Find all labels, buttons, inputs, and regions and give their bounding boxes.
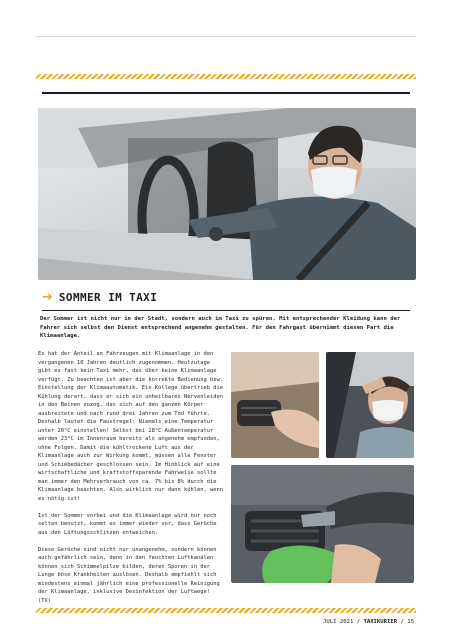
article-body bbox=[38, 350, 224, 614]
arrow-right-icon: ➔ bbox=[42, 290, 53, 305]
air-vent-hand-photo bbox=[231, 352, 319, 458]
sweating-driver-photo bbox=[326, 352, 414, 458]
article-title: SOMMER IM TAXI bbox=[58, 291, 158, 304]
paragraph: Ist der Sommer vorbei und die Klimaanlage wird nur noch selten benutzt, kommt es immer wieder vor, dass Gerüche aus den Lüftungsschlitzen entweichen. bbox=[38, 512, 217, 536]
top-rule bbox=[36, 36, 416, 37]
heading-rule bbox=[42, 310, 410, 311]
issue-date: JULI 2021 / bbox=[323, 619, 361, 625]
hatched-divider-bottom bbox=[36, 608, 416, 613]
driver-photo bbox=[38, 108, 416, 280]
vent-cleaning-photo bbox=[231, 465, 414, 583]
paragraph: Diese Gerüche sind nicht nur unangenehm, sondern können auch gefährlich sein, denn in den feuchten Luftkanälen können sich Schimmelpilze bilden, deren Sporen in der Lunge böse Krankheiten auslösen. Deshalb empfiehlt sich mindestens einmal jährlich eine professionelle Reinigung der Klimaanlage, inklusive Desinfektion der Luftwege! (TX) bbox=[38, 546, 220, 604]
paragraph: Es hat der Anteil an Fahrzeugen mit Klimaanlage in den vergangenen 10 Jahren deutlich zugenommen. Heutzutage gibt es fast kein Taxi mehr, das über keine Klimaanlage verfügt. Zu beachten ist aber die korrekte Bedienung bzw. Einstellung der Klimaautomatik. Ein Kollege übertrieb die Kühlung derart, dass er sich ein unheilbares Nervenleiden in den Beinen zuzog, das sich auf den ganzen Körper ausbreitete und nach rund drei Jahren zum Tod führte. Deshalb lautet die Faustregel: Niemals eine Temperatur unter 20°C einstellen! Selbst bei 28°C Außentemperatur werden 23°C im Innenraum bereits als angenehm empfunden, ohne Folgen. Damit die kühltrockene Luft aus der Klimaanlage auch zur Wirkung kommt, müssen alle Fenster und Schiebedächer geschlossen sein. Im Hinblick auf eine wirtschaftliche und kraftstoffsparende Fahrweise sollte man immer den Mehrverbrauch von ca. 7% bis 8% durch die Klimaanlage beachten. Also wirklich nur dann kühlen, wenn es nötig ist! bbox=[38, 351, 223, 502]
page-footer bbox=[323, 619, 414, 625]
header-rule bbox=[42, 92, 410, 94]
page-number: / 15 bbox=[400, 619, 414, 625]
section-heading bbox=[42, 290, 157, 305]
article-lead: Der Sommer ist nicht nur in der Stadt, sondern auch im Taxi zu spüren. Mit entsprechender Kleidung kann der Fahrer sich selbst den Dienst entsprechend angenehm gestalten. Für den Fahrgast übernimmt diesen Part die Klimaanlage. bbox=[40, 316, 401, 340]
hatched-divider-top bbox=[36, 74, 416, 79]
magazine-name: TAXIKURIER bbox=[363, 619, 398, 625]
